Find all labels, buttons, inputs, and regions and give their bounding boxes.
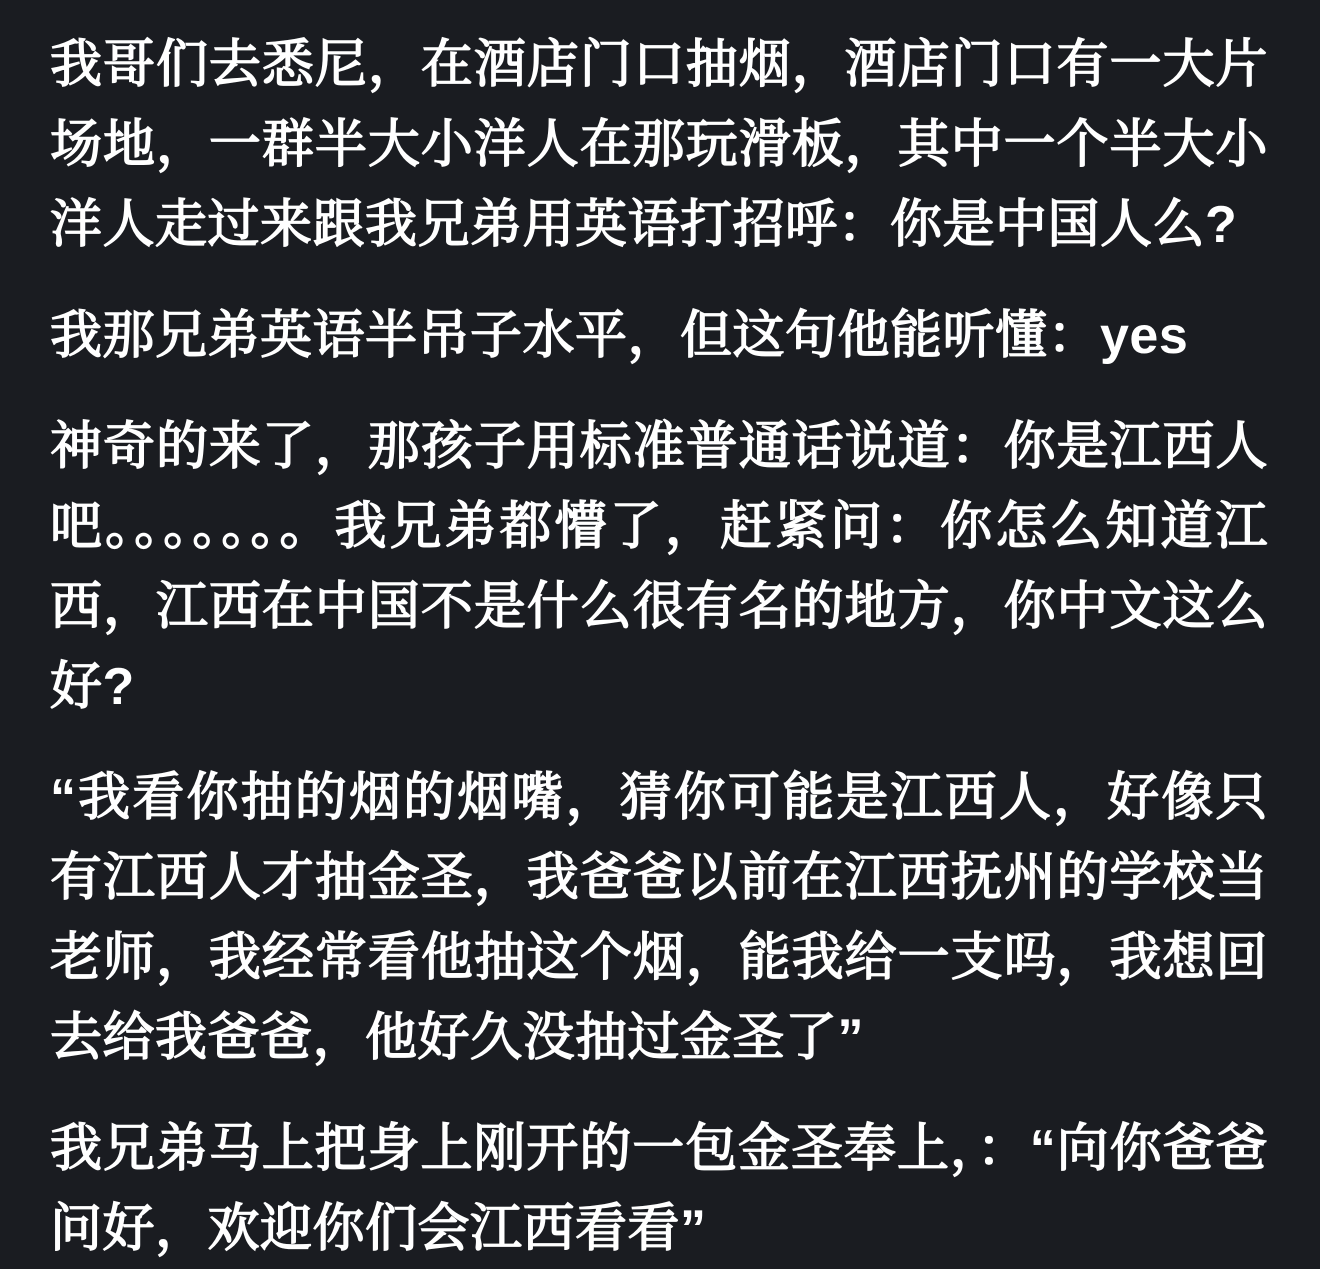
story-paragraph-4: “我看你抽的烟的烟嘴，猜你可能是江西人，好像只有江西人才抽金圣，我爸爸以前在江西抚州的学校当老师，我经常看他抽这个烟，能我给一支吗，我想回去给我爸爸，他好久没抽过金圣了” [50, 769, 1268, 1067]
story-paragraph-2: 我那兄弟英语半吊子水平，但这句他能听懂：yes [50, 307, 1189, 365]
story-paragraph-1: 我哥们去悉尼，在酒店门口抽烟，酒店门口有一大片场地，一群半大小洋人在那玩滑板，其中一个半大小洋人走过来跟我兄弟用英语打招呼：你是中国人么? [50, 36, 1268, 254]
story-paragraph-3: 神奇的来了，那孩子用标准普通话说道：你是江西人吧。。。。。。。我兄弟都懵了，赶紧问：你怎么知道江西，江西在中国不是什么很有名的地方，你中文这么好? [50, 418, 1268, 716]
story-paragraph-5: 我兄弟马上把身上刚开的一包金圣奉上，：“向你爸爸问好，欢迎你们会江西看看” [50, 1120, 1268, 1258]
